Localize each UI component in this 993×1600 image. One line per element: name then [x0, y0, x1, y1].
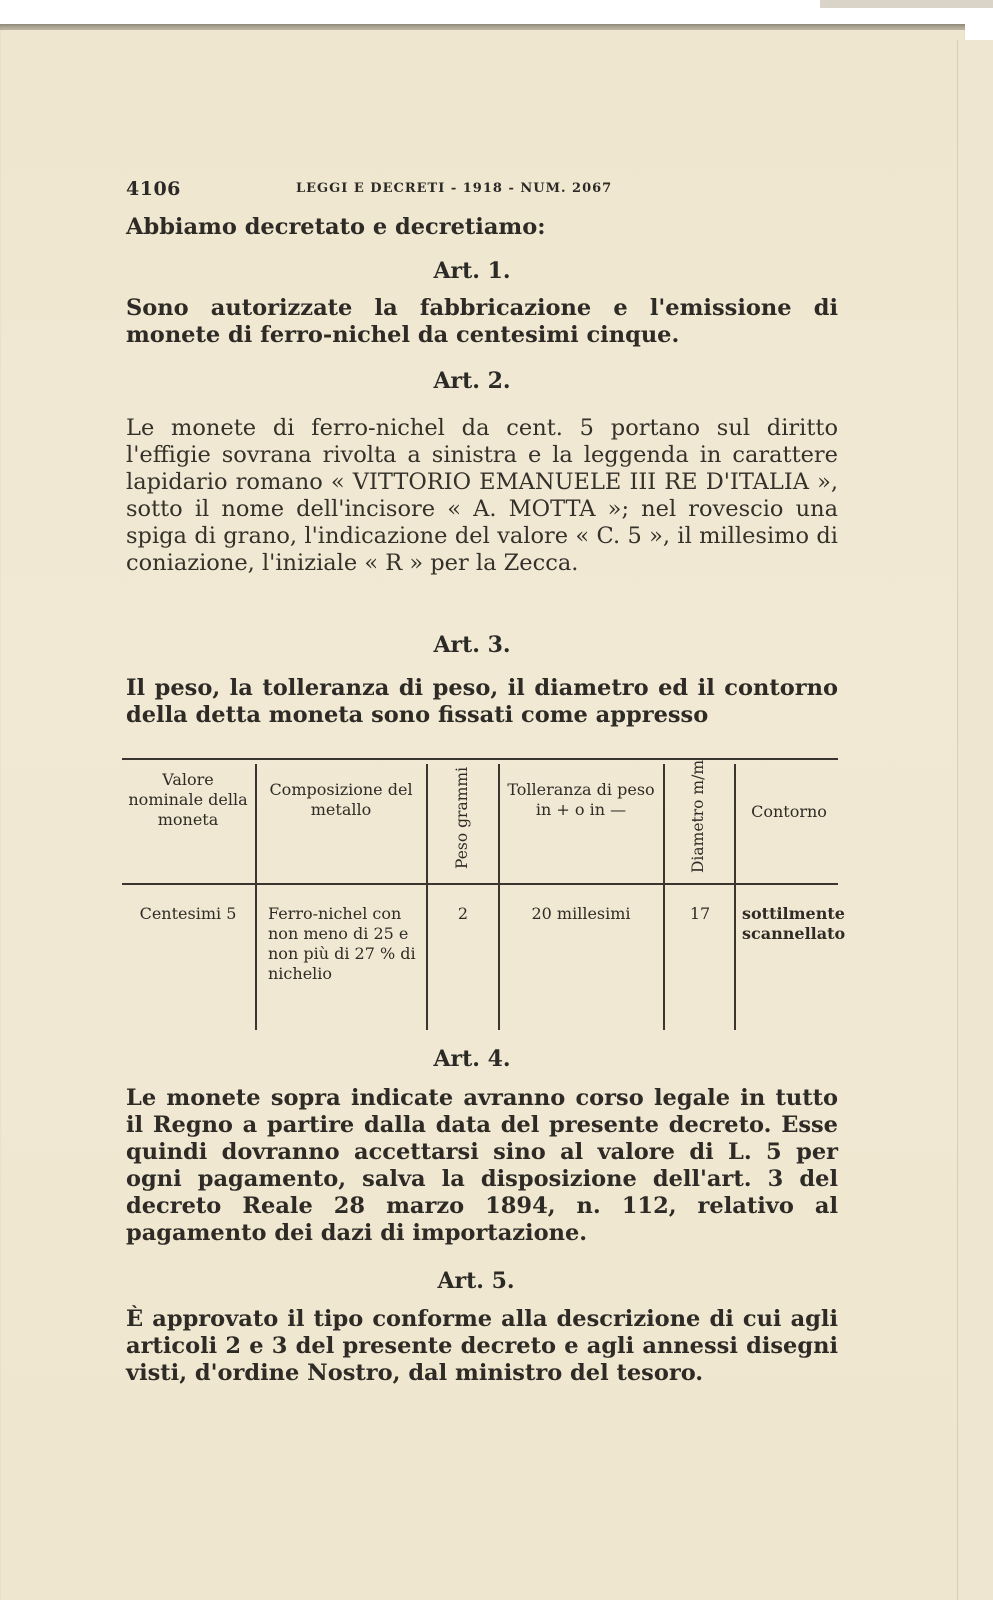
article-3-heading: Art. 3. — [433, 632, 511, 658]
article-4-text: Le monete sopra indicate avranno corso legale in tutto il Regno a partire dalla data del presente decreto. Esse quindi dovranno accettarsi sino al valore di L. 5 per ogni pagamento, salva la disposizione dell'art. 3 del decreto Reale 28 marzo 1894, n. 112, relativo al pagamento dei dazi di importazione. — [126, 1085, 838, 1246]
page-number: 4106 — [126, 178, 181, 200]
article-1-text: Sono autorizzate la fabbricazione e l'emissione di monete di ferro-nichel da centesimi cinque. — [126, 295, 838, 348]
cell-contorno: sottilmente scannellato — [742, 904, 846, 943]
article-3-text: Il peso, la tolleranza di peso, il diametro ed il contorno della detta moneta sono fissati come appresso — [126, 675, 838, 728]
column-divider — [255, 764, 257, 1030]
table-top-rule — [122, 758, 838, 760]
header-diametro: Diametro m/m — [689, 759, 707, 873]
cell-tolleranza: 20 millesimi — [531, 904, 631, 923]
header-tolleranza: Tolleranza di peso in + o in — — [507, 780, 655, 819]
running-head-title: LEGGI E DECRETI - 1918 - NUM. 2067 — [296, 181, 613, 196]
header-valore: Valore nominale della moneta — [128, 770, 248, 829]
article-1-heading: Art. 1. — [433, 258, 511, 284]
column-divider — [498, 764, 500, 1030]
cell-diametro: 17 — [689, 904, 711, 923]
article-2-text: Le monete di ferro-nichel da cent. 5 portano sul diritto l'effigie sovrana rivolta a sinistra e la leggenda in carattere lapidario romano « VITTORIO EMANUELE III RE D'ITALIA », sotto il nome dell'incisore « A. MOTTA »; nel rovescio una spiga di grano, l'indicazione del valore « C. 5 », il millesimo di coniazione, l'iniziale « R » per la Zecca. — [126, 415, 838, 576]
page-edge — [957, 40, 993, 1600]
header-contorno: Contorno — [751, 802, 827, 821]
running-head — [126, 178, 686, 200]
page-top-shadow — [0, 24, 965, 30]
header-peso: Peso grammi — [453, 766, 471, 869]
article-5-heading: Art. 5. — [437, 1268, 515, 1294]
article-5-text: È approvato il tipo conforme alla descrizione di cui agli articoli 2 e 3 del presente decreto e agli annessi disegni visti, d'ordine Nostro, dal ministro del tesoro. — [126, 1306, 838, 1386]
column-divider — [663, 764, 665, 1030]
cell-valore: Centesimi 5 — [139, 904, 237, 923]
column-divider — [734, 764, 736, 1030]
coin-specification-table — [122, 758, 846, 1030]
header-composizione: Composizione del metallo — [269, 780, 413, 819]
cell-peso: 2 — [457, 904, 469, 923]
table-header-rule — [122, 883, 838, 885]
article-2-heading: Art. 2. — [433, 368, 511, 394]
intro-line: Abbiamo decretato e decretiamo: — [126, 214, 546, 240]
scan-edge-shadow — [820, 0, 993, 8]
article-4-heading: Art. 4. — [433, 1046, 511, 1072]
column-divider — [426, 764, 428, 1030]
cell-composizione: Ferro-nichel con non meno di 25 e non più di 27 % di nichelio — [268, 904, 416, 983]
